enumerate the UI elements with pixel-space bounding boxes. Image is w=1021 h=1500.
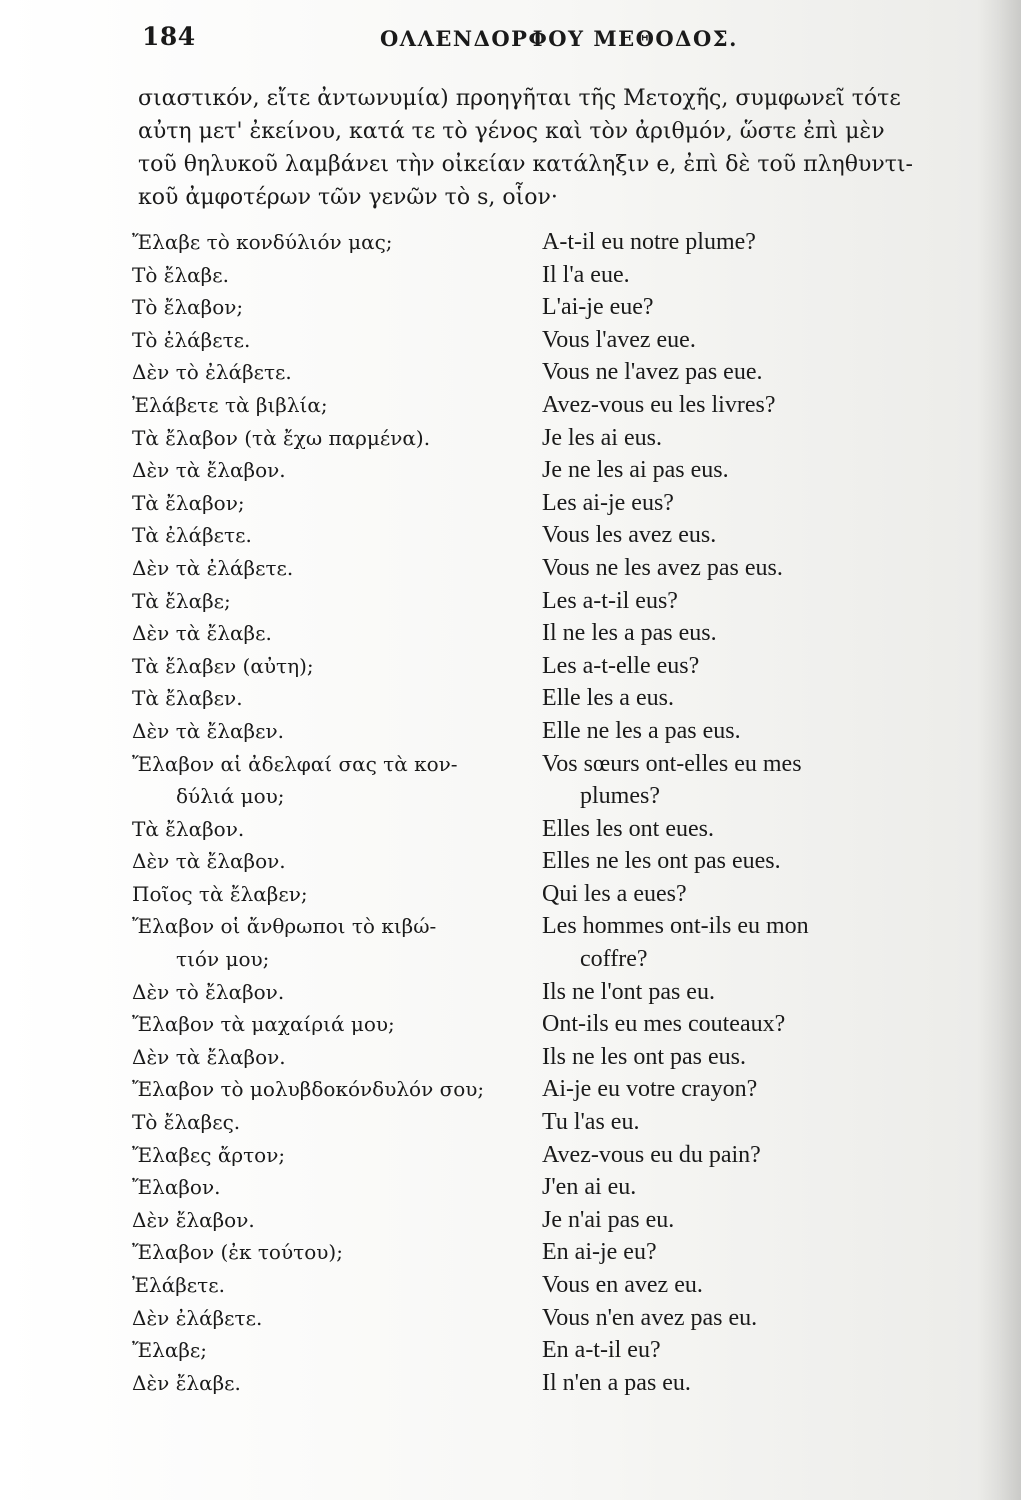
exercise-row: [0, 715, 1021, 748]
greek-line: Δὲν τὸ ἐλάβετε.: [132, 360, 292, 385]
exercise-row: [0, 519, 1021, 552]
exercise-row: [0, 1334, 1021, 1367]
greek-sentence: [132, 552, 527, 585]
greek-sentence: [132, 715, 527, 748]
exercise-row: [0, 1041, 1021, 1074]
page-number: 184: [142, 22, 196, 51]
intro-line: σιαστικόν, εἴτε ἀντωνυμία) προηγῆται τῆς Μετοχῆς, συμφωνεῖ τότε: [138, 86, 901, 111]
french-line: Ils ne les ont pas eus.: [542, 1043, 746, 1070]
french-line: Vous les avez eus.: [542, 522, 717, 549]
french-sentence: [542, 291, 922, 324]
exercise-row: [0, 845, 1021, 878]
greek-sentence: [132, 226, 527, 259]
french-line: coffre?: [580, 946, 648, 973]
french-line: Je les ai eus.: [542, 424, 662, 451]
greek-sentence: [132, 422, 527, 455]
greek-line: Ἔλαβε;: [132, 1338, 208, 1363]
french-sentence: [542, 259, 922, 292]
french-line: Vous l'avez eue.: [542, 326, 696, 353]
greek-sentence: [132, 748, 527, 813]
greek-line: Ἔλαβον (ἐκ τούτου);: [132, 1240, 343, 1265]
exercise-row: [0, 1171, 1021, 1204]
greek-line: Τὰ ἔλαβον.: [132, 816, 245, 841]
french-sentence: [542, 813, 922, 846]
french-sentence: [542, 1171, 922, 1204]
greek-line: Ἔλαβον αἱ ἀδελφαί σας τὰ κον-: [132, 751, 458, 776]
french-line: Elles ne les ont pas eues.: [542, 848, 781, 875]
french-sentence: [542, 585, 922, 618]
greek-sentence: [132, 1367, 527, 1400]
greek-line: Δὲν ἔλαβον.: [132, 1207, 255, 1232]
french-sentence: [542, 422, 922, 455]
greek-line: Ἔλαβον τὸ μολυβδοκόνδυλόν σου;: [132, 1077, 485, 1102]
exercise-row: [0, 291, 1021, 324]
greek-line: Ποῖος τὰ ἔλαβεν;: [132, 881, 308, 906]
greek-line: Δὲν τὰ ἔλαβεν.: [132, 718, 284, 743]
greek-sentence: [132, 1334, 527, 1367]
french-sentence: [542, 324, 922, 357]
greek-sentence: [132, 1073, 527, 1106]
french-sentence: [542, 519, 922, 552]
exercise-row: [0, 1204, 1021, 1237]
greek-sentence: [132, 585, 527, 618]
french-sentence: [542, 682, 922, 715]
french-line: Tu l'as eu.: [542, 1109, 640, 1136]
greek-sentence: [132, 1139, 527, 1172]
greek-sentence: [132, 454, 527, 487]
greek-line: δύλιά μου;: [176, 784, 285, 809]
french-line: J'en ai eu.: [542, 1174, 637, 1201]
greek-sentence: [132, 1236, 527, 1269]
french-sentence: [542, 487, 922, 520]
french-line: Les a-t-elle eus?: [542, 652, 700, 679]
french-line: Elles les ont eues.: [542, 815, 714, 842]
greek-line: Δὲν ἔλαβε.: [132, 1370, 241, 1395]
greek-line: Τὸ ἔλαβε.: [132, 262, 229, 287]
french-line: Les hommes ont-ils eu mon: [542, 913, 809, 940]
french-sentence: [542, 1041, 922, 1074]
french-sentence: [542, 1367, 922, 1400]
french-sentence: [542, 976, 922, 1009]
french-sentence: [542, 617, 922, 650]
greek-line: Δὲν τὰ ἐλάβετε.: [132, 555, 294, 580]
greek-line: Τὸ ἔλαβον;: [132, 295, 244, 320]
exercise-row: [0, 1106, 1021, 1139]
greek-sentence: [132, 259, 527, 292]
greek-sentence: [132, 519, 527, 552]
french-line: Ai-je eu votre crayon?: [542, 1076, 758, 1103]
running-title: ΟΛΛΕΝΔΟΡΦΟΥ ΜΕΘΟΔΟΣ.: [380, 26, 738, 51]
exercise-row: [0, 748, 1021, 813]
greek-sentence: [132, 291, 527, 324]
greek-sentence: [132, 1041, 527, 1074]
french-sentence: [542, 1269, 922, 1302]
french-sentence: [542, 226, 922, 259]
greek-sentence: [132, 976, 527, 1009]
greek-line: Δὲν τὰ ἔλαβον.: [132, 458, 286, 483]
intro-line: αὐτη μετ' ἐκείνου, κατά τε τὸ γένος καὶ τὸν ἀριθμόν, ὥστε ἐπὶ μὲν: [138, 119, 885, 144]
exercise-row: [0, 813, 1021, 846]
greek-sentence: [132, 845, 527, 878]
greek-line: Ἔλαβον.: [132, 1175, 221, 1200]
greek-line: Ἔλαβες ἄρτον;: [132, 1142, 286, 1167]
exercise-row: [0, 1367, 1021, 1400]
greek-sentence: [132, 1204, 527, 1237]
translation-exercise-list: [0, 226, 1021, 1399]
french-sentence: [542, 1073, 922, 1106]
greek-line: Τὰ ἔλαβον (τὰ ἔχω παρμένα).: [132, 425, 431, 450]
greek-line: Δὲν τὸ ἔλαβον.: [132, 979, 285, 1004]
french-line: Vous ne les avez pas eus.: [542, 554, 783, 581]
french-sentence: [542, 650, 922, 683]
french-line: Je ne les ai pas eus.: [542, 457, 729, 484]
french-line: Elle ne les a pas eus.: [542, 717, 741, 744]
french-line: plumes?: [580, 783, 660, 810]
greek-sentence: [132, 324, 527, 357]
exercise-row: [0, 356, 1021, 389]
exercise-row: [0, 324, 1021, 357]
greek-sentence: [132, 813, 527, 846]
exercise-row: [0, 1269, 1021, 1302]
greek-sentence: [132, 389, 527, 422]
exercise-row: [0, 1302, 1021, 1335]
greek-line: Ἔλαβον οἱ ἄνθρωποι τὸ κιβώ-: [132, 914, 437, 939]
french-sentence: [542, 1334, 922, 1367]
french-line: Avez-vous eu du pain?: [542, 1141, 761, 1168]
french-sentence: [542, 1302, 922, 1335]
greek-line: Τὰ ἔλαβον;: [132, 490, 245, 515]
greek-line: Δὲν τὰ ἔλαβον.: [132, 849, 286, 874]
exercise-row: [0, 585, 1021, 618]
french-line: Elle les a eus.: [542, 685, 674, 712]
french-line: Ils ne l'ont pas eu.: [542, 978, 715, 1005]
french-sentence: [542, 1236, 922, 1269]
french-sentence: [542, 1106, 922, 1139]
exercise-row: [0, 1139, 1021, 1172]
greek-sentence: [132, 682, 527, 715]
greek-line: Δὲν τὰ ἔλαβε.: [132, 621, 272, 646]
exercise-row: [0, 1073, 1021, 1106]
french-line: Les ai-je eus?: [542, 489, 674, 516]
french-line: Vos sœurs ont-elles eu mes: [542, 750, 802, 777]
french-sentence: [542, 878, 922, 911]
french-line: En ai-je eu?: [542, 1239, 657, 1266]
french-line: Il l'a eue.: [542, 261, 630, 288]
greek-sentence: [132, 1171, 527, 1204]
french-line: Il ne les a pas eus.: [542, 620, 717, 647]
greek-line: Δὲν τὰ ἔλαβον.: [132, 1044, 286, 1069]
greek-sentence: [132, 878, 527, 911]
greek-line: Τὰ ἔλαβε;: [132, 588, 231, 613]
intro-line: τοῦ θηλυκοῦ λαμβάνει τὴν οἰκείαν κατάληξιν e, ἐπὶ δὲ τοῦ πληθυντι-: [138, 152, 913, 177]
french-line: Je n'ai pas eu.: [542, 1206, 675, 1233]
french-line: Ont-ils eu mes couteaux?: [542, 1011, 786, 1038]
french-sentence: [542, 845, 922, 878]
exercise-row: [0, 487, 1021, 520]
greek-line: Τὰ ἔλαβεν (αὐτη);: [132, 653, 314, 678]
french-line: Qui les a eues?: [542, 880, 687, 907]
french-sentence: [542, 454, 922, 487]
exercise-row: [0, 226, 1021, 259]
exercise-row: [0, 422, 1021, 455]
greek-line: Ἔλαβε τὸ κονδύλιόν μας;: [132, 230, 393, 254]
greek-line: Τὰ ἐλάβετε.: [132, 523, 252, 548]
french-sentence: [542, 910, 922, 975]
exercise-row: [0, 259, 1021, 292]
exercise-row: [0, 617, 1021, 650]
greek-line: Ἐλάβετε.: [132, 1273, 225, 1297]
french-sentence: [542, 1139, 922, 1172]
greek-sentence: [132, 910, 527, 975]
french-line: Avez-vous eu les livres?: [542, 391, 776, 418]
exercise-row: [0, 878, 1021, 911]
french-line: Vous en avez eu.: [542, 1272, 703, 1298]
french-line: A-t-il eu notre plume?: [542, 229, 756, 255]
greek-sentence: [132, 1106, 527, 1139]
french-sentence: [542, 748, 922, 813]
greek-line: Δὲν ἐλάβετε.: [132, 1305, 263, 1330]
exercise-row: [0, 976, 1021, 1009]
french-line: Les a-t-il eus?: [542, 587, 678, 614]
page-header: [142, 22, 902, 58]
exercise-row: [0, 552, 1021, 585]
greek-line: Ἐλάβετε τὰ βιβλία;: [132, 392, 328, 417]
greek-sentence: [132, 356, 527, 389]
french-sentence: [542, 356, 922, 389]
exercise-row: [0, 650, 1021, 683]
greek-sentence: [132, 1269, 527, 1302]
greek-sentence: [132, 617, 527, 650]
french-sentence: [542, 389, 922, 422]
greek-line: Τὸ ἔλαβες.: [132, 1110, 241, 1135]
greek-sentence: [132, 1008, 527, 1041]
french-line: Vous n'en avez pas eu.: [542, 1304, 758, 1331]
greek-line: Ἔλαβον τὰ μαχαίριά μου;: [132, 1012, 395, 1037]
french-sentence: [542, 552, 922, 585]
french-sentence: [542, 715, 922, 748]
exercise-row: [0, 389, 1021, 422]
exercise-row: [0, 1008, 1021, 1041]
greek-sentence: [132, 650, 527, 683]
exercise-row: [0, 454, 1021, 487]
greek-line: Τὸ ἐλάβετε.: [132, 327, 251, 352]
french-sentence: [542, 1204, 922, 1237]
exercise-row: [0, 910, 1021, 975]
greek-sentence: [132, 1302, 527, 1335]
french-sentence: [542, 1008, 922, 1041]
greek-line: Τὰ ἔλαβεν.: [132, 686, 243, 711]
intro-paragraph: [138, 82, 928, 214]
exercise-row: [0, 1236, 1021, 1269]
french-line: Il n'en a pas eu.: [542, 1369, 691, 1396]
greek-sentence: [132, 487, 527, 520]
french-line: L'ai-je eue?: [542, 294, 654, 321]
intro-line: κοῦ ἀμφοτέρων τῶν γενῶν τὸ s, οἷον·: [138, 185, 558, 210]
french-line: En a-t-il eu?: [542, 1337, 661, 1364]
greek-line: τιόν μου;: [176, 947, 270, 972]
exercise-row: [0, 682, 1021, 715]
french-line: Vous ne l'avez pas eue.: [542, 359, 763, 386]
